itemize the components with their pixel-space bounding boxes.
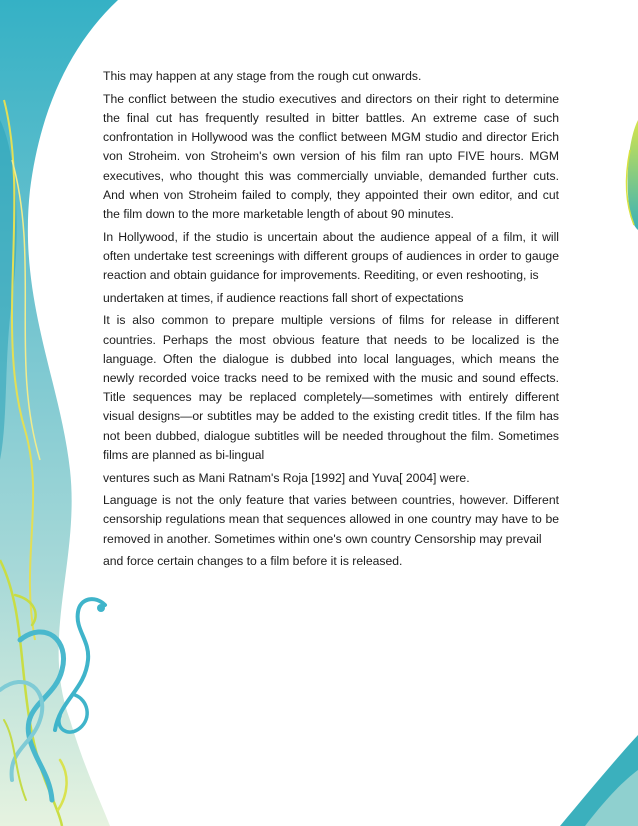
paragraph: Language is not the only feature that varies between countries, however. Different censorship regulations mean that sequences allowed in one country may have to be removed in another. Sometimes within one's own country Censorship may prevail xyxy=(103,493,559,546)
paragraph: and force certain changes to a film before it is released. xyxy=(103,554,403,569)
paragraph: It is also common to prepare multiple versions of films for release in different countries. Perhaps the most obvious feature that needs to be localized is the language. Often the dialogue is dubbed into local languages, which means the newly recorded voice tracks need to be remixed with the music and sound effects. Title sequences may be replaced completely—sometimes with entirely different visual designs—or subtitles may be added to the existing credit titles. If the film has not been dubbed, dialogue subtitles will be needed throughout the film. Sometimes films are planned as bi-lingual xyxy=(103,313,559,462)
document-body xyxy=(103,67,559,575)
paragraph: ventures such as Mani Ratnam's Roja [1992] and Yuva[ 2004] were. xyxy=(103,470,470,485)
paragraph: This may happen at any stage from the rough cut onwards. xyxy=(103,69,422,83)
paragraph: The conflict between the studio executives and directors on their right to determine the final cut has frequently resulted in bitter battles. An extreme case of such confrontation in Hollywood was the conflict between MGM studio and director Erich von Stroheim. von Stroheim's own version of his film ran upto FIVE hours. MGM executives, who thought this was commercially unviable, demanded further cuts. And when von Stroheim failed to comply, they appointed their own editor, and cut the film down to the more marketable length of about 90 minutes. xyxy=(103,91,559,221)
paragraph: In Hollywood, if the studio is uncertain about the audience appeal of a film, it will often undertake test screenings with different groups of audiences in order to gauge reaction and obtain guidance for improvements. Reediting, or even reshooting, is xyxy=(103,229,559,283)
paragraph: undertaken at times, if audience reactions fall short of expectations xyxy=(103,290,464,305)
left-swoosh-shape xyxy=(0,0,118,826)
right-accent-shape xyxy=(628,120,638,230)
